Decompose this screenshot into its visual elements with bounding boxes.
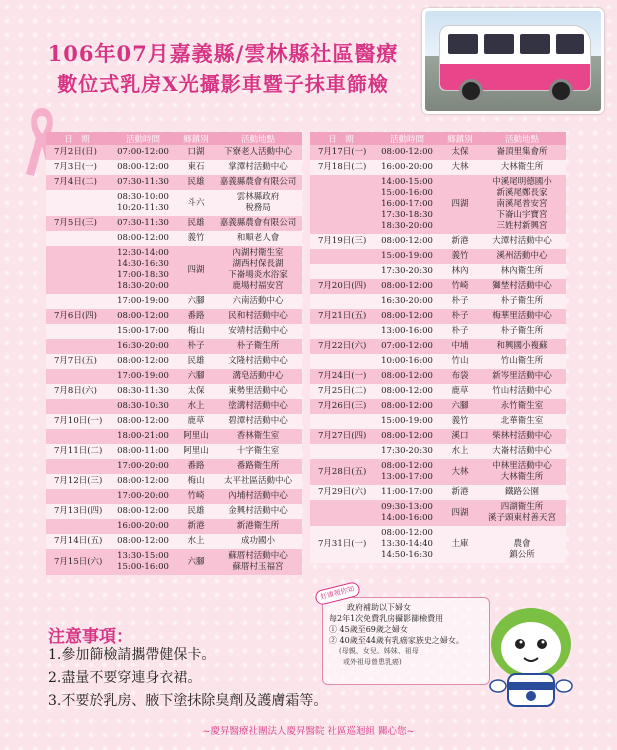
place-cell: 東勢里活動中心 <box>214 384 302 399</box>
subsidy-tag: 好康報你知 <box>314 581 361 606</box>
date-cell: 7月3日(一) <box>46 160 108 175</box>
table-row <box>46 324 302 339</box>
table-row <box>310 324 566 339</box>
date-cell: 7月8日(六) <box>46 384 108 399</box>
table-row <box>310 294 566 309</box>
date-cell <box>310 294 372 309</box>
town-cell: 竹崎 <box>442 279 478 294</box>
date-cell <box>46 459 108 474</box>
table-row <box>310 384 566 399</box>
date-cell: 7月4日(二) <box>46 175 108 190</box>
table-row <box>310 234 566 249</box>
table-row <box>310 399 566 414</box>
place-cell: 竹山村活動中心 <box>478 384 566 399</box>
place-cell: 香林衛生室 <box>214 429 302 444</box>
table-header-row <box>46 132 302 145</box>
town-cell: 六腳 <box>178 549 214 575</box>
subsidy-line: ① 45歲至69歲之婦女 <box>329 625 408 634</box>
date-cell <box>46 190 108 216</box>
time-cell: 13:30-15:00 15:00-16:00 <box>108 549 178 575</box>
time-cell: 08:00-12:00 <box>108 474 178 489</box>
header-time: 活動時間 <box>372 132 442 145</box>
place-cell: 新岑里活動中心 <box>478 369 566 384</box>
place-cell: 中溪尾明德國小 新溪尾鄭長家 南溪尾普安宮 下崙山宇寶宮 三姓村新興宮 <box>478 175 566 234</box>
table-row <box>46 549 302 575</box>
town-cell: 溪口 <box>442 429 478 444</box>
place-cell: 柴林村活動中心 <box>478 429 566 444</box>
table-row <box>310 414 566 429</box>
date-cell <box>310 175 372 234</box>
place-cell: 崙頂里集會所 <box>478 145 566 160</box>
time-cell: 08:00-12:00 <box>372 309 442 324</box>
date-cell <box>310 500 372 526</box>
title-line-2: 數位式乳房X光攝影車暨子抹車篩檢 <box>57 72 389 96</box>
table-row <box>46 339 302 354</box>
date-cell: 7月22日(六) <box>310 339 372 354</box>
place-cell: 和順老人會 <box>214 231 302 246</box>
date-cell: 7月27日(四) <box>310 429 372 444</box>
time-cell: 08:00-12:00 <box>372 234 442 249</box>
time-cell: 08:30-10:30 <box>108 399 178 414</box>
town-cell: 太保 <box>442 145 478 160</box>
time-cell: 08:00-12:00 13:00-17:00 <box>372 459 442 485</box>
date-cell: 7月31日(一) <box>310 526 372 563</box>
date-cell: 7月5日(三) <box>46 216 108 231</box>
table-row <box>46 459 302 474</box>
table-row <box>46 399 302 414</box>
time-cell: 08:00-12:00 <box>372 145 442 160</box>
date-cell: 7月7日(五) <box>46 354 108 369</box>
hospital-mascot-icon <box>476 598 586 718</box>
subsidy-line: 或外祖母曾患乳癌) <box>343 658 402 666</box>
time-cell: 07:30-11:30 <box>108 175 178 190</box>
table-row <box>46 474 302 489</box>
date-cell: 7月24日(一) <box>310 369 372 384</box>
date-cell <box>310 264 372 279</box>
time-cell: 16:00-20:00 <box>108 519 178 534</box>
place-cell: 大林衛生所 <box>478 160 566 175</box>
place-cell: 碧潭村活動中心 <box>214 414 302 429</box>
town-cell: 民雄 <box>178 504 214 519</box>
date-cell <box>310 249 372 264</box>
place-cell: 太平社區活動中心 <box>214 474 302 489</box>
date-cell <box>310 444 372 459</box>
table-row <box>46 444 302 459</box>
mammography-bus-photo <box>422 8 604 114</box>
header-place: 活動地點 <box>214 132 302 145</box>
place-cell: 梅華里活動中心 <box>478 309 566 324</box>
date-cell <box>46 246 108 294</box>
table-row <box>46 216 302 231</box>
town-cell: 鹿草 <box>442 384 478 399</box>
town-cell: 四湖 <box>178 246 214 294</box>
subsidy-line: 每2年1次免費乳房攝影篩檢費用 <box>329 614 444 623</box>
note-item: 1.參加篩檢請攜帶健保卡。 <box>48 647 216 663</box>
schedule-table-right <box>310 132 566 563</box>
date-cell: 7月29日(六) <box>310 485 372 500</box>
date-cell <box>46 399 108 414</box>
time-cell: 10:00-16:00 <box>372 354 442 369</box>
time-cell: 17:00-20:00 <box>108 459 178 474</box>
place-cell: 掌潭村活動中心 <box>214 160 302 175</box>
table-row <box>310 309 566 324</box>
town-cell: 竹山 <box>442 354 478 369</box>
date-cell: 7月15日(六) <box>46 549 108 575</box>
table-row <box>310 526 566 563</box>
time-cell: 17:30-20:30 <box>372 444 442 459</box>
date-cell <box>46 339 108 354</box>
table-row <box>46 414 302 429</box>
time-cell: 13:00-16:00 <box>372 324 442 339</box>
table-row <box>46 160 302 175</box>
header-town: 鄉鎮別 <box>178 132 214 145</box>
time-cell: 08:00-12:00 <box>372 369 442 384</box>
place-cell: 內湖村衛生室 湖西村保長湖 下崙場炎水浴家 鹿場村福安宮 <box>214 246 302 294</box>
town-cell: 土庫 <box>442 526 478 563</box>
table-row <box>310 444 566 459</box>
place-cell: 安靖村活動中心 <box>214 324 302 339</box>
table-row <box>310 160 566 175</box>
place-cell: 溝皂活動中心 <box>214 369 302 384</box>
place-cell: 朴子衛生所 <box>478 324 566 339</box>
time-cell: 17:00-20:00 <box>108 489 178 504</box>
place-cell: 民和村活動中心 <box>214 309 302 324</box>
place-cell: 永竹衛生室 <box>478 399 566 414</box>
time-cell: 14:00-15:00 15:00-16:00 16:00-17:00 17:30-18:30 18:30-20:00 <box>372 175 442 234</box>
table-row <box>310 339 566 354</box>
town-cell: 新港 <box>442 485 478 500</box>
time-cell: 08:00-12:00 <box>108 160 178 175</box>
table-header-row <box>310 132 566 145</box>
date-cell: 7月18日(二) <box>310 160 372 175</box>
date-cell <box>46 231 108 246</box>
table-row <box>46 145 302 160</box>
place-cell: 番路衛生所 <box>214 459 302 474</box>
table-row <box>46 190 302 216</box>
town-cell: 水上 <box>442 444 478 459</box>
header-date: 日 期 <box>46 132 108 145</box>
header-time: 活動時間 <box>108 132 178 145</box>
time-cell: 08:00-12:00 <box>108 354 178 369</box>
town-cell: 民雄 <box>178 175 214 190</box>
table-row <box>46 309 302 324</box>
date-cell: 7月13日(四) <box>46 504 108 519</box>
time-cell: 15:00-19:00 <box>372 414 442 429</box>
town-cell: 鹿草 <box>178 414 214 429</box>
table-row <box>46 429 302 444</box>
place-cell: 嘉義縣農會有限公司 <box>214 216 302 231</box>
time-cell: 08:30-11:30 <box>108 384 178 399</box>
place-cell: 成功國小 <box>214 534 302 549</box>
time-cell: 08:00-12:00 <box>108 309 178 324</box>
schedule-table-left <box>46 132 302 575</box>
town-cell: 阿里山 <box>178 444 214 459</box>
time-cell: 08:00-11:00 <box>108 444 178 459</box>
place-cell: 十字衛生室 <box>214 444 302 459</box>
note-item: 2.盡量不要穿連身衣裙。 <box>48 670 202 686</box>
time-cell: 08:00-12:00 <box>372 384 442 399</box>
town-cell: 番路 <box>178 309 214 324</box>
table-row <box>46 534 302 549</box>
date-cell: 7月26日(三) <box>310 399 372 414</box>
table-row <box>310 249 566 264</box>
date-cell: 7月2日(日) <box>46 145 108 160</box>
table-row <box>46 246 302 294</box>
date-cell: 7月28日(五) <box>310 459 372 485</box>
subsidy-line: 政府補助以下婦女 <box>347 603 411 612</box>
time-cell: 08:00-12:00 <box>372 279 442 294</box>
place-cell: 獅埜村活動中心 <box>478 279 566 294</box>
title-line-1: 106年07月嘉義縣/雲林縣社區醫療 <box>47 41 399 66</box>
subsidy-line: ② 40歲至44歲有乳癌家族史之婦女。 <box>329 636 464 645</box>
place-cell: 大崙村活動中心 <box>478 444 566 459</box>
town-cell: 新港 <box>178 519 214 534</box>
town-cell: 竹崎 <box>178 489 214 504</box>
place-cell: 六南活動中心 <box>214 294 302 309</box>
place-cell: 塗溝村活動中心 <box>214 399 302 414</box>
header-place: 活動地點 <box>478 132 566 145</box>
date-cell <box>310 354 372 369</box>
subsidy-info-box <box>319 584 490 685</box>
table-row <box>46 354 302 369</box>
place-cell: 大潭村活動中心 <box>478 234 566 249</box>
town-cell: 布袋 <box>442 369 478 384</box>
date-cell <box>46 324 108 339</box>
town-cell: 番路 <box>178 459 214 474</box>
date-cell: 7月21日(五) <box>310 309 372 324</box>
table-row <box>310 369 566 384</box>
town-cell: 六腳 <box>442 399 478 414</box>
town-cell: 水上 <box>178 399 214 414</box>
time-cell: 17:00-19:00 <box>108 369 178 384</box>
town-cell: 四湖 <box>442 500 478 526</box>
place-cell: 下寮老人活動中心 <box>214 145 302 160</box>
table-row <box>46 504 302 519</box>
date-cell <box>46 429 108 444</box>
town-cell: 義竹 <box>442 249 478 264</box>
table-row <box>310 279 566 294</box>
town-cell: 朴子 <box>178 339 214 354</box>
place-cell: 溪州活動中心 <box>478 249 566 264</box>
town-cell: 大林 <box>442 160 478 175</box>
town-cell: 民雄 <box>178 354 214 369</box>
time-cell: 16:30-20:00 <box>108 339 178 354</box>
header-town: 鄉鎮別 <box>442 132 478 145</box>
town-cell: 義竹 <box>178 231 214 246</box>
place-cell: 金興村活動中心 <box>214 504 302 519</box>
place-cell: 和興國小複蘇 <box>478 339 566 354</box>
table-row <box>310 175 566 234</box>
town-cell: 義竹 <box>442 414 478 429</box>
time-cell: 08:00-12:00 <box>108 504 178 519</box>
town-cell: 水上 <box>178 534 214 549</box>
place-cell: 竹山衛生所 <box>478 354 566 369</box>
table-row <box>310 459 566 485</box>
table-row <box>46 384 302 399</box>
town-cell: 太保 <box>178 384 214 399</box>
date-cell: 7月14日(五) <box>46 534 108 549</box>
town-cell: 六腳 <box>178 294 214 309</box>
time-cell: 08:00-12:00 <box>108 414 178 429</box>
time-cell: 08:00-12:00 <box>108 231 178 246</box>
town-cell: 梅山 <box>178 324 214 339</box>
date-cell <box>46 519 108 534</box>
place-cell: 朴子衛生所 <box>214 339 302 354</box>
time-cell: 12:30-14:00 14:30-16:30 17:00-18:30 18:30-20:00 <box>108 246 178 294</box>
place-cell: 蘇厝村活動中心 蘇厝村玉福宮 <box>214 549 302 575</box>
notes-title: 注意事項： <box>48 627 133 647</box>
time-cell: 11:00-17:00 <box>372 485 442 500</box>
date-cell: 7月11日(二) <box>46 444 108 459</box>
time-cell: 08:00-12:00 <box>372 399 442 414</box>
bus-wheel <box>459 79 483 103</box>
note-item: 3.不要於乳房、腋下塗抹除臭劑及護膚霜等。 <box>48 693 328 709</box>
date-cell: 7月17日(一) <box>310 145 372 160</box>
header-date: 日 期 <box>310 132 372 145</box>
table-row <box>310 354 566 369</box>
place-cell: 北華衛生室 <box>478 414 566 429</box>
place-cell: 內埔村活動中心 <box>214 489 302 504</box>
table-row <box>310 485 566 500</box>
table-row <box>46 489 302 504</box>
date-cell <box>46 369 108 384</box>
table-row <box>46 175 302 190</box>
time-cell: 15:00-17:00 <box>108 324 178 339</box>
time-cell: 08:00-12:00 <box>108 534 178 549</box>
date-cell <box>46 294 108 309</box>
place-cell: 農會 鎮公所 <box>478 526 566 563</box>
town-cell: 朴子 <box>442 309 478 324</box>
place-cell: 文隆村活動中心 <box>214 354 302 369</box>
place-cell: 嘉義縣農會有限公司 <box>214 175 302 190</box>
town-cell: 林內 <box>442 264 478 279</box>
date-cell: 7月12日(三) <box>46 474 108 489</box>
town-cell: 六腳 <box>178 369 214 384</box>
table-row <box>310 145 566 160</box>
place-cell: 中林里活動中心 大林衛生所 <box>478 459 566 485</box>
town-cell: 朴子 <box>442 324 478 339</box>
place-cell: 雲林縣政府 稅務局 <box>214 190 302 216</box>
table-row <box>310 264 566 279</box>
time-cell: 09:30-13:00 14:00-16:00 <box>372 500 442 526</box>
footer: ~慶昇醫療社團法人慶昇醫院 社區巡迴組 關心您~ <box>202 726 415 737</box>
date-cell: 7月19日(三) <box>310 234 372 249</box>
place-cell: 林內衛生所 <box>478 264 566 279</box>
table-row <box>46 519 302 534</box>
table-row <box>310 429 566 444</box>
town-cell: 東石 <box>178 160 214 175</box>
time-cell: 17:30-20:30 <box>372 264 442 279</box>
date-cell <box>46 489 108 504</box>
town-cell: 朴子 <box>442 294 478 309</box>
time-cell: 08:30-10:00 10:20-11:30 <box>108 190 178 216</box>
date-cell: 7月25日(二) <box>310 384 372 399</box>
town-cell: 新港 <box>442 234 478 249</box>
date-cell <box>310 414 372 429</box>
time-cell: 07:00-12:00 <box>108 145 178 160</box>
date-cell: 7月10日(一) <box>46 414 108 429</box>
place-cell: 四湖衛生所 溪子頭東村善天宮 <box>478 500 566 526</box>
town-cell: 民雄 <box>178 216 214 231</box>
bus-wheel <box>549 79 573 103</box>
town-cell: 大林 <box>442 459 478 485</box>
town-cell: 梅山 <box>178 474 214 489</box>
time-cell: 08:00-12:00 13:30-14:40 14:50-16:30 <box>372 526 442 563</box>
time-cell: 07:30-11:30 <box>108 216 178 231</box>
time-cell: 16:30-20:00 <box>372 294 442 309</box>
table-row <box>46 369 302 384</box>
place-cell: 鐵路公園 <box>478 485 566 500</box>
place-cell: 朴子衛生所 <box>478 294 566 309</box>
time-cell: 07:00-12:00 <box>372 339 442 354</box>
date-cell: 7月20日(四) <box>310 279 372 294</box>
time-cell: 17:00-19:00 <box>108 294 178 309</box>
town-cell: 口湖 <box>178 145 214 160</box>
table-row <box>46 231 302 246</box>
town-cell: 四湖 <box>442 175 478 234</box>
town-cell: 中埔 <box>442 339 478 354</box>
time-cell: 15:00-19:00 <box>372 249 442 264</box>
town-cell: 斗六 <box>178 190 214 216</box>
date-cell: 7月6日(四) <box>46 309 108 324</box>
time-cell: 08:00-12:00 <box>372 429 442 444</box>
place-cell: 新港衛生所 <box>214 519 302 534</box>
date-cell <box>310 324 372 339</box>
town-cell: 阿里山 <box>178 429 214 444</box>
subsidy-line: (母親、女兒、姊妹、祖母 <box>339 647 419 655</box>
table-row <box>310 500 566 526</box>
time-cell: 18:00-21:00 <box>108 429 178 444</box>
table-row <box>46 294 302 309</box>
time-cell: 16:00-20:00 <box>372 160 442 175</box>
